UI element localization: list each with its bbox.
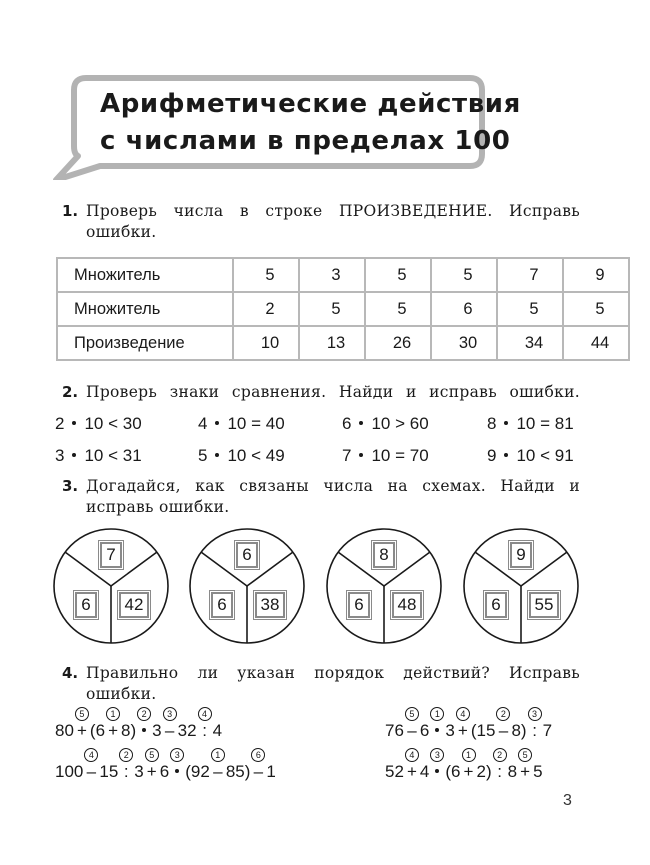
order-number: 5 [518, 748, 532, 762]
operator: 4 + [455, 721, 471, 741]
table-cell: 6 [431, 292, 497, 326]
table-cell: 5 [497, 292, 563, 326]
task-text-line: Догадайся, как связаны числа на схемах. Найди и [86, 477, 580, 495]
order-number: 3 [430, 748, 444, 762]
scheme-circle [189, 528, 305, 644]
task-number: 3. [62, 477, 79, 495]
task-text-line: Проверь знаки сравнения. Найди и исправь ошибки. [86, 383, 580, 401]
operator: 1 + [105, 721, 121, 741]
comparison: 3 10 < 31 [55, 446, 142, 465]
table-cell: 3 [299, 258, 365, 292]
table-cell: 30 [431, 326, 497, 360]
order-number: 1 [106, 707, 120, 721]
scheme-top-value: 8 [373, 542, 395, 568]
table-cell: 10 [233, 326, 299, 360]
order-number: 5 [405, 707, 419, 721]
comparison: 5 10 < 49 [198, 446, 285, 465]
multiply-dot-icon [435, 728, 439, 732]
comparison: 2 10 < 30 [55, 414, 142, 433]
table-cell: 5 [299, 292, 365, 326]
operator: 5 + [74, 721, 90, 741]
expression: 52 4 + 4 3 (6 1 + 2) 2 : 8 5 + 5 [385, 750, 543, 781]
order-number: 5 [145, 748, 159, 762]
operator: 4 : [197, 721, 213, 741]
table-cell: 5 [431, 258, 497, 292]
operator [429, 750, 445, 782]
table-cell: 26 [365, 326, 431, 360]
row-label: Множитель [57, 258, 233, 292]
order-number: 2 [137, 707, 151, 721]
multiply-dot-icon [215, 421, 219, 425]
scheme-left-value: 6 [485, 592, 507, 618]
operator: 6 – [250, 762, 266, 782]
expression: 76 5 – 6 1 3 4 + (15 2 – 8) 3 : 7 [385, 709, 553, 740]
table-row [57, 292, 629, 326]
scheme-top-value: 6 [236, 542, 258, 568]
table-cell: 5 [365, 258, 431, 292]
task-text-line: Проверь числа в строке ПРОИЗВЕДЕНИЕ. Исправь [86, 202, 580, 220]
task-text-line: Правильно ли указан порядок действий? Исправь [86, 664, 580, 682]
order-number: 2 [496, 707, 510, 721]
order-number: 2 [493, 748, 507, 762]
operator: 1 – [210, 762, 226, 782]
order-number: 4 [84, 748, 98, 762]
order-number: 5 [75, 707, 89, 721]
scheme-right-value: 38 [255, 592, 285, 618]
order-number: 4 [405, 748, 419, 762]
table-row [57, 326, 629, 360]
operator [429, 709, 445, 741]
order-number: 1 [462, 748, 476, 762]
table-cell: 9 [563, 258, 629, 292]
task-number: 1. [62, 202, 79, 220]
scheme-right-value: 42 [119, 592, 149, 618]
multiplication-table [56, 257, 630, 361]
multiply-dot-icon [359, 453, 363, 457]
title-line-1: Арифметические действия [100, 89, 521, 119]
multiply-dot-icon [359, 421, 363, 425]
task-4-heading [62, 663, 580, 705]
table-cell: 5 [233, 258, 299, 292]
page-title [100, 86, 521, 160]
operator: 4 + [404, 762, 420, 782]
scheme-left-value: 6 [211, 592, 233, 618]
scheme-left-value: 6 [75, 592, 97, 618]
multiply-dot-icon [215, 453, 219, 457]
comparison: 6 10 > 60 [342, 414, 429, 433]
operator: 2 : [492, 762, 508, 782]
task-text-line: ошибки. [86, 685, 157, 703]
task-3-heading [62, 476, 580, 518]
row-label: Произведение [57, 326, 233, 360]
table-row [57, 258, 629, 292]
comparison: 7 10 = 70 [342, 446, 429, 465]
order-number: 1 [211, 748, 225, 762]
table-cell: 34 [497, 326, 563, 360]
multiply-dot-icon [504, 453, 508, 457]
order-number: 2 [119, 748, 133, 762]
table-cell: 13 [299, 326, 365, 360]
table-cell: 2 [233, 292, 299, 326]
scheme-top-value: 7 [100, 542, 122, 568]
table-cell: 44 [563, 326, 629, 360]
task-2-heading [62, 382, 580, 403]
multiply-dot-icon [142, 728, 146, 732]
operator [136, 709, 152, 741]
table-cell: 7 [497, 258, 563, 292]
operator: 3 – [162, 721, 178, 741]
comparison: 4 10 = 40 [198, 414, 285, 433]
task-1-heading [62, 201, 580, 243]
scheme-right-value: 55 [529, 592, 559, 618]
operator: 4 – [83, 762, 99, 782]
task-number: 4. [62, 664, 79, 682]
multiply-dot-icon [72, 453, 76, 457]
operator: 2 – [495, 721, 511, 741]
title-line-2: с числами в пределах 100 [100, 126, 511, 156]
order-number: 3 [163, 707, 177, 721]
operator: 5 + [144, 762, 160, 782]
operator: 3 : [527, 721, 543, 741]
order-number: 4 [198, 707, 212, 721]
operator: 1 + [461, 762, 477, 782]
multiply-dot-icon [175, 769, 179, 773]
scheme-left-value: 6 [348, 592, 370, 618]
operator: 2 : [118, 762, 134, 782]
comparison: 8 10 = 81 [487, 414, 574, 433]
operator: 5 – [404, 721, 420, 741]
scheme-circle [53, 528, 169, 644]
order-number: 3 [528, 707, 542, 721]
operator [169, 750, 185, 782]
operator: 5 + [517, 762, 533, 782]
page-number: 3 [563, 792, 572, 809]
scheme-circle [463, 528, 579, 644]
expression: 100 4 – 15 2 : 3 5 + 6 3 (92 1 – 85) 6 – 1 [55, 750, 276, 781]
task-text-line: ошибки. [86, 223, 157, 241]
order-number: 4 [456, 707, 470, 721]
table-cell: 5 [563, 292, 629, 326]
multiply-dot-icon [72, 421, 76, 425]
order-number: 1 [430, 707, 444, 721]
task-number: 2. [62, 383, 79, 401]
scheme-top-value: 9 [510, 542, 532, 568]
multiply-dot-icon [504, 421, 508, 425]
scheme-circle [326, 528, 442, 644]
task-text-line: исправь ошибки. [86, 498, 230, 516]
multiply-dot-icon [435, 769, 439, 773]
row-label: Множитель [57, 292, 233, 326]
order-number: 6 [251, 748, 265, 762]
scheme-right-value: 48 [392, 592, 422, 618]
order-number: 3 [170, 748, 184, 762]
comparison: 9 10 < 91 [487, 446, 574, 465]
expression: 80 5 + (6 1 + 8) 2 3 3 – 32 4 : 4 [55, 709, 223, 740]
table-cell: 5 [365, 292, 431, 326]
